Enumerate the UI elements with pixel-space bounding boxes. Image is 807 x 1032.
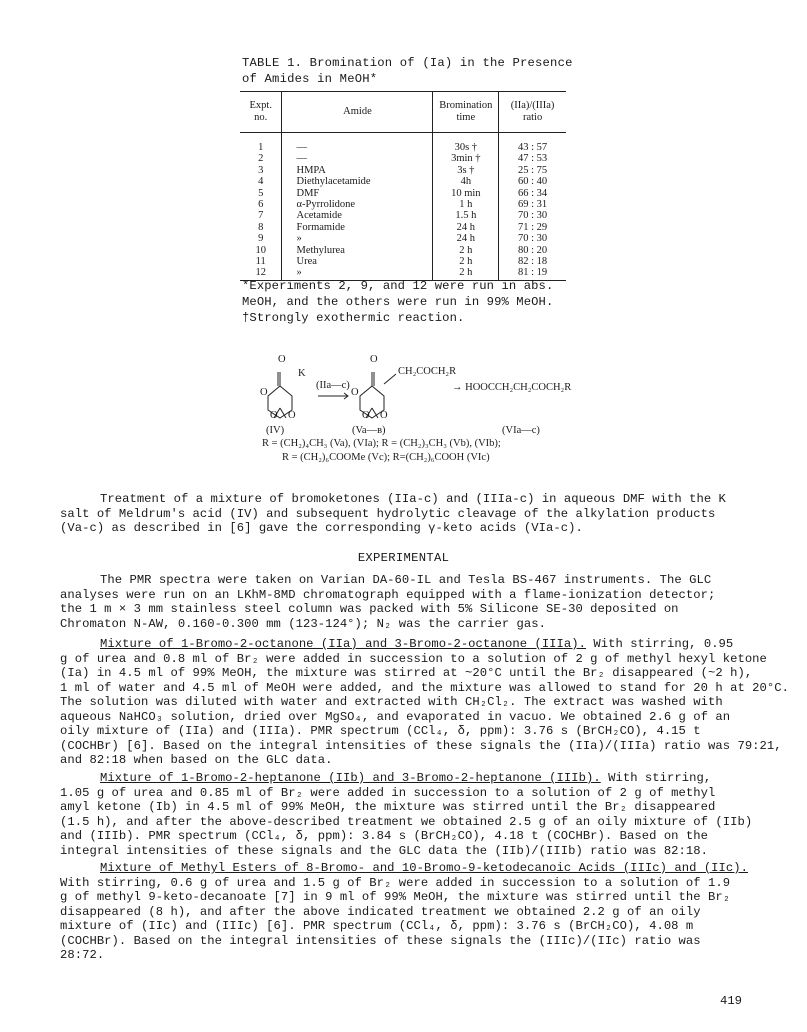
text-line — [60, 771, 750, 786]
compound-va-label: (Va—в) — [352, 425, 386, 436]
oxygen-label: O — [260, 387, 268, 398]
header-amide: Amide — [282, 92, 433, 133]
reaction-scheme — [240, 352, 600, 497]
text-line: (COCHBr). Based on the integral intensities of these signals the (IIIc)/(IIc) ratio was — [60, 933, 701, 948]
ratio-cell: 43 : 57 — [499, 133, 566, 154]
text-line: amyl ketone (Ib) in 4.5 ml of 99% MeOH, the mixture was stirred until the Br₂ disappeared — [60, 800, 716, 814]
r-definition-line: R = (CH₂)₄CH₃ (Va), (VIa); R = (CH₂)₃CH₃ (Vb), (VIb); — [262, 438, 501, 449]
ratio-cell: 60 : 40 — [499, 176, 566, 187]
text-line: the 1 m × 3 mm stainless steel column was packed with 5% Silicone SE-30 deposited on — [60, 602, 679, 616]
header-expt: Expt. no. — [240, 92, 282, 133]
text-line: integral intensities of these signals and the GLC data the (IIb)/(IIIb) ratio was 82:18. — [60, 843, 709, 858]
time-cell: 1 h — [433, 199, 499, 210]
table-row — [240, 210, 566, 221]
text-line: (Ia) in 4.5 ml of 99% MeOH, the mixture was stirred at ~20°C until the Br₂ disappeared (~2 h), — [60, 666, 753, 680]
time-cell: 10 min — [433, 188, 499, 199]
table-row — [240, 222, 566, 233]
text-line: salt of Meldrum's acid (IV) and subsequent hydrolytic cleavage of the alkylation products — [60, 506, 716, 521]
page-number: 419 — [720, 994, 742, 1008]
reagent-label: (IIa—c) — [316, 380, 350, 391]
r-definition-line: R = (CH₂)₆COOMe (Vc); R=(CH₂)₆COOH (VIc) — [282, 452, 490, 463]
table-row — [240, 233, 566, 244]
expt-cell: 1 — [258, 142, 264, 153]
text-line: (COCHBr) [6]. Based on the integral intensities of these signals the (IIa)/(IIIa) ratio was 79:21, — [60, 738, 782, 753]
expt-cell: 6 — [258, 199, 264, 211]
table-caption — [242, 55, 602, 87]
expt-cell: 9 — [258, 233, 264, 245]
text-line: (1.5 h), and after the above-described treatment we obtained 2.5 g of an oily mixture of (IIb) — [60, 814, 753, 829]
ratio-cell: 81 : 19 — [499, 267, 566, 280]
ratio-cell: 70 : 30 — [499, 233, 566, 244]
substituent-label: CH₂COCH₂R — [398, 366, 457, 377]
section-heading: EXPERIMENTAL — [357, 551, 450, 565]
text-line: oily mixture of (IIa) and (IIIa). PMR spectrum (CCl₄, δ, ppm): 3.76 s (BrCH₂CO), 4.15 t — [60, 724, 701, 738]
amide-cell: Acetamide — [282, 210, 433, 221]
table-row — [240, 245, 566, 256]
amide-cell: » — [282, 233, 433, 244]
expt-cell: 12 — [240, 267, 282, 280]
table-row — [240, 188, 566, 199]
time-cell: 2 h — [433, 256, 499, 267]
table-row — [240, 176, 566, 187]
amide-cell: — — [282, 153, 433, 164]
time-cell: 3s † — [433, 165, 499, 176]
oxygen-label: O — [351, 387, 359, 398]
expt-cell: 5 — [258, 187, 264, 199]
text-line: 1.05 g of urea and 0.85 ml of Br₂ were added in succession to a solution of 2 g of methyl — [60, 785, 716, 800]
table-row — [240, 256, 566, 267]
time-cell: 2 h — [433, 245, 499, 256]
amide-cell: — — [282, 133, 433, 154]
text-line: mixture of (IIc) and (IIIc) [6]. PMR spectrum (CCl₄, δ, ppm): 3.76 s (BrCH₂CO), 4.08 m — [60, 919, 694, 933]
oxygen-label: O — [370, 354, 378, 365]
expt-cell: 8 — [258, 221, 264, 233]
paragraph-iic — [60, 861, 750, 963]
time-cell: 24 h — [433, 222, 499, 233]
compound-via-label: (VIa—c) — [502, 425, 540, 436]
text-line: analyses were run on an LKhM-8MD chromatograph equipped with a flame-ionization detector; — [60, 587, 716, 602]
product-label: → HOOCCH₂CH₂COCH₂R — [452, 382, 572, 393]
ratio-cell: 82 : 18 — [499, 256, 566, 267]
oxygen-label: O — [278, 354, 286, 365]
table-body — [240, 133, 566, 281]
table-row — [240, 133, 566, 154]
time-cell: 1.5 h — [433, 210, 499, 221]
expt-cell: 11 — [255, 256, 266, 268]
table-caption-line: of Amides in MeOH* — [242, 72, 378, 86]
text-line: The PMR spectra were taken on Varian DA-60-IL and Tesla BS-467 instruments. The GLC — [100, 573, 712, 587]
paragraph-iib — [60, 771, 753, 858]
text-line: g of urea and 0.8 ml of Br₂ were added in succession to a solution of 2 g of methyl hexyl ketone — [60, 651, 767, 666]
footnote: †Strongly exothermic reaction. — [242, 311, 465, 325]
time-cell: 2 h — [433, 267, 499, 280]
header-time: Bromination time — [433, 92, 499, 133]
paragraph-treatment — [60, 492, 750, 536]
ratio-cell: 70 : 30 — [499, 210, 566, 221]
text-span: With stirring, — [600, 771, 712, 785]
time-cell: 4h — [433, 176, 499, 187]
table-row — [240, 165, 566, 176]
amide-cell: Diethylacetamide — [282, 176, 433, 187]
ratio-cell: 66 : 34 — [499, 188, 566, 199]
compound-iv-label: (IV) — [266, 425, 285, 436]
oxygen-label: O — [380, 410, 388, 421]
oxygen-label: O — [362, 410, 370, 421]
expt-cell: 10 — [255, 244, 266, 256]
bromination-table — [240, 91, 566, 281]
paragraph-title: Mixture of Methyl Esters of 8-Bromo- and 10-Bromo-9-ketodecanoic Acids (IIIc) and (IIc). — [100, 861, 749, 875]
text-line: g of methyl 9-keto-decanoate [7] in 9 ml of 99% MeOH, the mixture was stirred until the Br₂ — [60, 890, 731, 904]
amide-cell: Urea — [282, 256, 433, 267]
footnote: *Experiments 2, 9, and 12 were run in abs. — [242, 279, 554, 293]
text-line — [60, 861, 750, 876]
amide-cell: » — [282, 267, 433, 280]
ratio-cell: 80 : 20 — [499, 245, 566, 256]
potassium-label: K — [298, 368, 306, 379]
paragraph-iia — [60, 637, 790, 768]
text-line: With stirring, 0.6 g of urea and 1.5 g of Br₂ were added in succession to a solution of 1.9 — [60, 875, 731, 890]
text-line: Chromaton N-AW, 0.160-0.300 mm (123-124°); N₂ was the carrier gas. — [60, 616, 547, 631]
oxygen-label: O — [270, 410, 278, 421]
text-span: With stirring, 0.95 — [586, 637, 734, 651]
table-row — [240, 153, 566, 164]
table-footnotes — [242, 278, 642, 326]
paragraph-title: Mixture of 1-Bromo-2-heptanone (IIb) and 3-Bromo-2-heptanone (IIIb). — [100, 771, 601, 785]
expt-cell: 3 — [258, 164, 264, 176]
ratio-cell: 25 : 75 — [499, 165, 566, 176]
text-line: disappeared (8 h), and after the above indicated treatment we obtained 2.2 g of an oily — [60, 904, 701, 919]
amide-cell: Formamide — [282, 222, 433, 233]
text-line: aqueous NaHCO₃ solution, dried over MgSO₄, and evaporated in vacuo. We obtained 2.6 g of an — [60, 709, 731, 724]
data-table — [240, 91, 566, 281]
oxygen-label: O — [288, 410, 296, 421]
text-line: 1 ml of water and 4.5 ml of MeOH were added, and the mixture was allowed to stand for 20 h at 20°C. — [60, 680, 790, 695]
amide-cell: DMF — [282, 188, 433, 199]
paragraph-title: Mixture of 1-Bromo-2-octanone (IIa) and 3-Bromo-2-octanone (IIIa). — [100, 637, 587, 651]
time-cell: 3min † — [433, 153, 499, 164]
text-line: and (IIIb). PMR spectrum (CCl₄, δ, ppm): 3.84 s (BrCH₂CO), 4.18 t (COCHBr). Based on the — [60, 829, 709, 843]
amide-cell: Methylurea — [282, 245, 433, 256]
text-line: and 82:18 when based on the GLC data. — [60, 753, 333, 767]
text-line: 28:72. — [60, 948, 105, 962]
amide-cell: HMPA — [282, 165, 433, 176]
time-cell: 30s † — [433, 133, 499, 154]
ratio-cell: 71 : 29 — [499, 222, 566, 233]
table-caption-line: TABLE 1. Bromination of (Ia) in the Presence — [242, 56, 573, 70]
time-cell: 24 h — [433, 233, 499, 244]
table-row — [240, 199, 566, 210]
text-line: Treatment of a mixture of bromoketones (IIa-c) and (IIIa-c) in aqueous DMF with the K — [100, 492, 726, 506]
text-line: The solution was diluted with water and extracted with CH₂Cl₂. The extract was washed with — [60, 695, 723, 709]
paragraph-experimental — [60, 573, 750, 631]
substituent-bond — [384, 374, 396, 384]
text-line — [60, 637, 750, 652]
text-line: (Va-c) as described in [6] gave the corresponding γ-keto acids (VIa-c). — [60, 521, 583, 535]
ratio-cell: 69 : 31 — [499, 199, 566, 210]
header-ratio: (IIa)/(IIIa) ratio — [499, 92, 566, 133]
table-header-row — [240, 92, 566, 133]
footnote: MeOH, and the others were run in 99% MeOH. — [242, 295, 554, 309]
amide-cell: α-Pyrrolidone — [282, 199, 433, 210]
expt-cell: 7 — [258, 210, 264, 222]
expt-cell: 4 — [258, 176, 264, 188]
expt-cell: 2 — [258, 153, 264, 165]
ratio-cell: 47 : 53 — [499, 153, 566, 164]
